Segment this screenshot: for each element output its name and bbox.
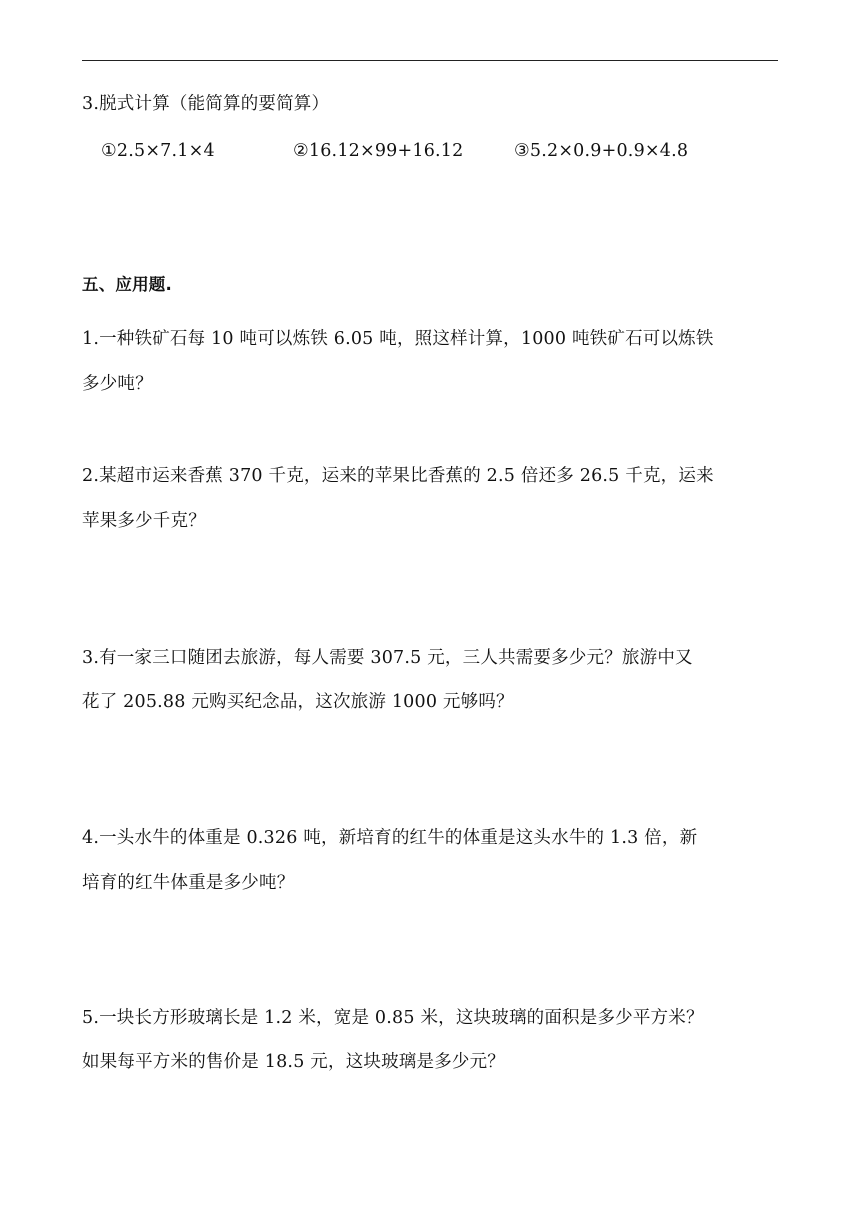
problem-1-line-1: 1.一种铁矿石每 10 吨可以炼铁 6.05 吨，照这样计算，1000 吨铁矿石可以炼铁: [82, 329, 714, 349]
problem-4-line-2: 培育的红牛体重是多少吨？: [82, 873, 295, 893]
problem-4-line-1: 4.一头水牛的体重是 0.326 吨，新培育的红牛的体重是这头水牛的 1.3 倍，新: [82, 828, 698, 848]
problem-2-line-1: 2.某超市运来香蕉 370 千克，运来的苹果比香蕉的 2.5 倍还多 26.5 千克，运来: [82, 466, 714, 486]
problem-3-line-2: 花了 205.88 元购买纪念品，这次旅游 1000 元够吗？: [82, 692, 514, 712]
problem-2-line-2: 苹果多少千克？: [82, 511, 206, 531]
calc-item-3: ③5.2×0.9+0.9×4.8: [514, 141, 689, 161]
application-section-heading: 五、应用题.: [82, 275, 172, 294]
calc-item-2: ②16.12×99+16.12: [293, 141, 464, 161]
calc-item-1: ①2.5×7.1×4: [101, 141, 215, 161]
problem-5-line-2: 如果每平方米的售价是 18.5 元，这块玻璃是多少元？: [82, 1052, 505, 1072]
problem-1-line-2: 多少吨？: [82, 374, 153, 394]
header-rule: [82, 60, 778, 61]
calc-section-heading: 3.脱式计算（能简算的要简算）: [82, 94, 330, 114]
problem-5-line-1: 5.一块长方形玻璃长是 1.2 米，宽是 0.85 米，这块玻璃的面积是多少平方米？: [82, 1008, 704, 1028]
problem-3-line-1: 3.有一家三口随团去旅游，每人需要 307.5 元，三人共需要多少元？旅游中又: [82, 648, 693, 668]
